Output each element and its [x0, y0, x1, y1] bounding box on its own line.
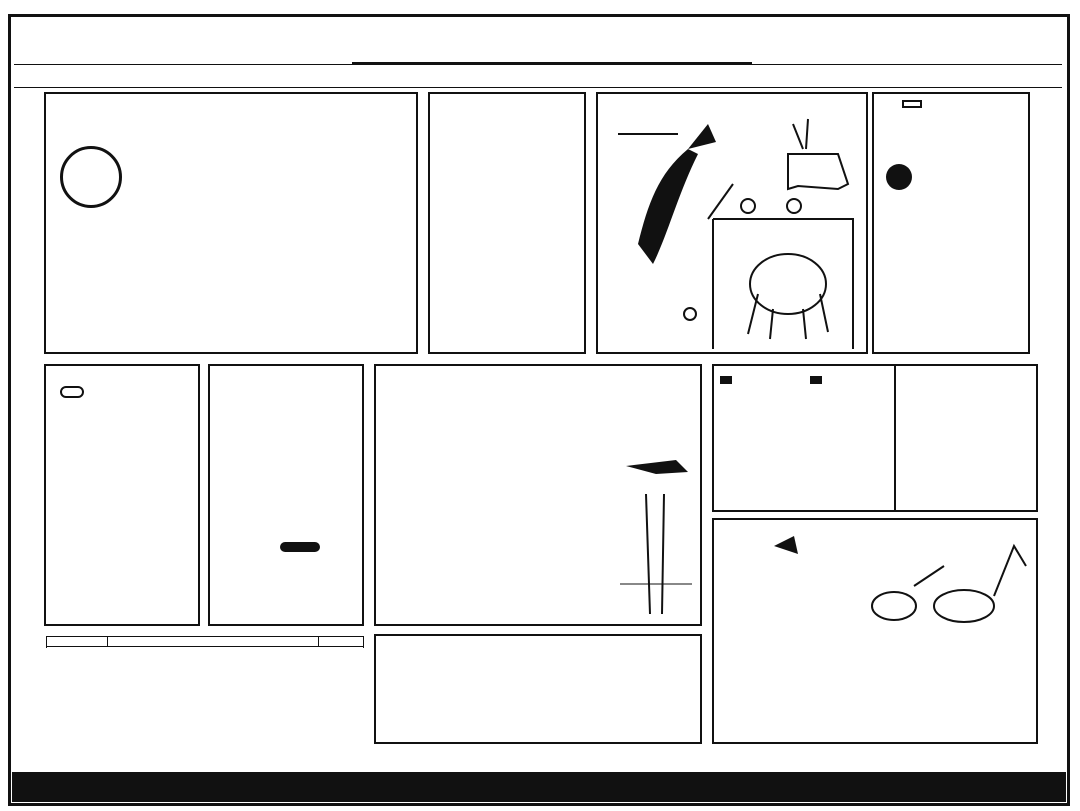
history-col-wave	[319, 637, 364, 647]
history-col-period	[47, 637, 108, 647]
lingma-panel	[374, 364, 702, 626]
six-codes-panel	[428, 92, 586, 354]
explain-panel	[712, 518, 1038, 744]
masthead-panel	[44, 92, 418, 354]
explain-art	[764, 526, 1034, 646]
mark-six-strip-left	[14, 90, 42, 770]
mark-six-strip-right	[1036, 90, 1064, 770]
bottom-notice	[12, 772, 1066, 802]
history-table	[46, 636, 364, 647]
riddle-blot	[886, 164, 912, 190]
total-label	[720, 376, 732, 384]
special-panel	[44, 364, 200, 626]
mark-six-strip-top	[14, 64, 1062, 88]
masthead-seal	[60, 146, 122, 208]
special-label	[810, 376, 822, 384]
divider	[894, 366, 896, 510]
special-title	[60, 386, 84, 398]
illustration-panel	[596, 92, 868, 354]
lingma-art	[616, 454, 698, 624]
arches-panel	[374, 634, 702, 744]
history-col-result	[108, 637, 319, 647]
riddle-panel	[872, 92, 1030, 354]
poem-panel	[208, 364, 364, 626]
result-panel	[712, 364, 1038, 512]
riddle-title	[902, 100, 922, 108]
deer-pig-illustration	[598, 94, 866, 352]
header	[12, 18, 1066, 64]
lucky-zodiac-art	[280, 542, 320, 552]
